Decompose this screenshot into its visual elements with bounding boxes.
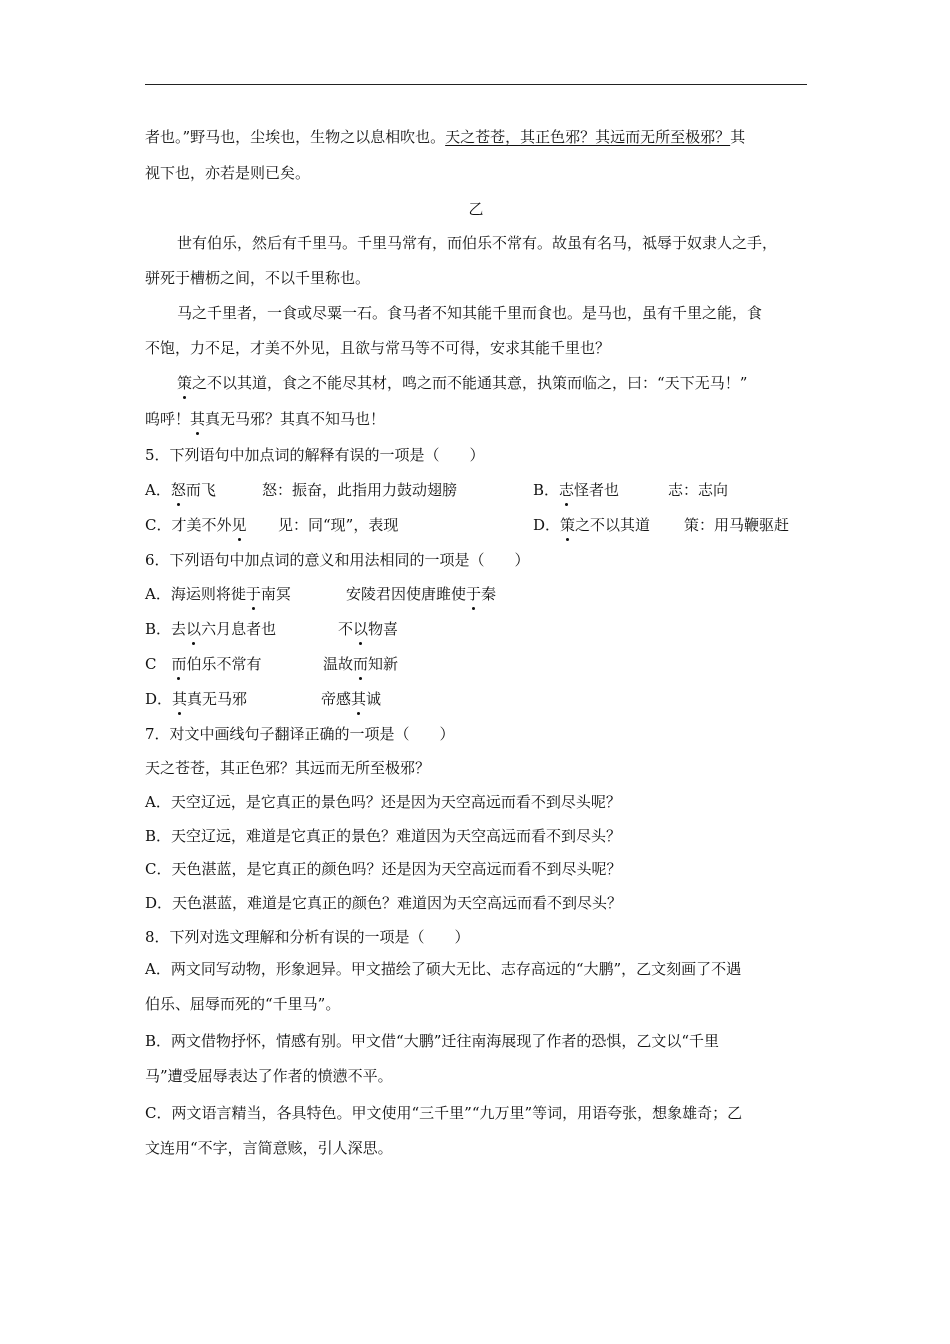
q6-option-d[interactable] xyxy=(145,688,247,710)
q6-option-a[interactable] xyxy=(145,583,291,605)
passage-yi-p3-line-1 xyxy=(177,372,807,394)
dotted-char: 以 xyxy=(353,620,369,638)
q8-option-b-line-2: 马”遭受屈辱表达了作者的愤懑不平。 xyxy=(145,1067,393,1085)
dotted-char: 以 xyxy=(186,620,202,638)
q8-option-c-line-2: 文连用“不字，言简意赅，引人深思。 xyxy=(145,1139,393,1157)
q6-option-b-second xyxy=(338,618,398,640)
text-span: 之不以其道 xyxy=(575,516,651,534)
dotted-char: 而 xyxy=(353,655,369,673)
dotted-char: 其 xyxy=(172,690,188,708)
dotted-char: 而 xyxy=(171,655,187,673)
q5-option-a[interactable] xyxy=(145,479,216,501)
q5-option-b-explanation: 志：志向 xyxy=(668,481,729,499)
text-span: 诚 xyxy=(366,690,382,708)
option-label: A． xyxy=(145,481,171,499)
dotted-char: 其 xyxy=(190,410,206,428)
text-span: 物喜 xyxy=(368,620,399,638)
option-label: C xyxy=(145,655,157,673)
q7-stem: 7．对文中画线句子翻译正确的一项是（ ） xyxy=(145,725,455,743)
q5-option-b[interactable] xyxy=(533,479,619,501)
text-span: 南冥 xyxy=(260,585,291,603)
q6-option-b[interactable] xyxy=(145,618,276,640)
q8-stem: 8．下列对选文理解和分析有误的一项是（ ） xyxy=(145,928,470,946)
q5-stem: 5．下列语句中加点词的解释有误的一项是（ ） xyxy=(145,446,485,464)
text-span: 帝感 xyxy=(321,690,352,708)
text-span: 温故 xyxy=(323,655,354,673)
q8-option-a-line-1[interactable]: A．两文同写动物，形象迥异。甲文描绘了硕大无比、志存高远的“大鹏”，乙文刻画了不遇 xyxy=(145,960,742,978)
passage-yi-p3-line-2 xyxy=(145,408,807,430)
text-span: 去 xyxy=(171,620,187,638)
text-span: 怪者也 xyxy=(574,481,620,499)
q6-stem: 6．下列语句中加点词的意义和用法相同的一项是（ ） xyxy=(145,551,530,569)
q8-option-b-line-1[interactable]: B．两文借物抒怀，情感有别。甲文借“大鹏”迁往南海展现了作者的恐惧，乙文以“千里 xyxy=(145,1032,720,1050)
passage-yi-p2-line-1: 马之千里者，一食或尽粟一石。食马者不知其能千里而食也。是马也，虽有千里之能，食 xyxy=(177,304,763,322)
dotted-char: 策 xyxy=(177,374,193,392)
text-span: 其 xyxy=(730,128,746,146)
text-span: 不 xyxy=(338,620,354,638)
section-heading-yi: 乙 xyxy=(468,200,484,218)
q5-option-d-explanation: 策：用马鞭驱赶 xyxy=(684,516,790,534)
text-span: 真无马邪 xyxy=(187,690,248,708)
text-span: 知新 xyxy=(368,655,399,673)
q5-option-c-explanation: 见：同“现”，表现 xyxy=(278,516,399,534)
passage-yi-p1-line-2: 骈死于槽枥之间，不以千里称也。 xyxy=(145,269,371,287)
underlined-sentence: 天之苍苍，其正色邪？其远而无所至极邪？ xyxy=(445,128,731,146)
text-span: 者也。”野马也，尘埃也，生物之以息相吹也。 xyxy=(145,128,446,146)
option-label: B． xyxy=(533,481,560,499)
q8-option-c-line-1[interactable]: C．两文语言精当，各具特色。甲文使用“三千里”“九万里”等词，用语夸张，想象雄奇；乙 xyxy=(145,1104,743,1122)
dotted-char: 志 xyxy=(559,481,575,499)
dotted-char: 于 xyxy=(245,585,261,603)
q7-option-d[interactable]: D．天色湛蓝，难道是它真正的颜色？难道因为天空高远而看不到尽头？ xyxy=(145,894,623,912)
text-span: 呜呼！ xyxy=(145,410,191,428)
option-label: C． xyxy=(145,516,172,534)
text-span: 才美不外 xyxy=(171,516,232,534)
q5-option-a-explanation: 怒：振奋，此指用力鼓动翅膀 xyxy=(262,481,458,499)
passage-jia-line-1 xyxy=(145,126,807,148)
text-span: 伯乐不常有 xyxy=(186,655,262,673)
text-span: 秦 xyxy=(481,585,497,603)
text-span: 而飞 xyxy=(185,481,216,499)
option-label: D． xyxy=(145,690,173,708)
dotted-char: 策 xyxy=(560,516,576,534)
passage-yi-p1-line-1: 世有伯乐，然后有千里马。千里马常有，而伯乐不常有。故虽有名马，祗辱于奴隶人之手， xyxy=(177,234,778,252)
q6-option-d-second xyxy=(321,688,381,710)
dotted-char: 于 xyxy=(466,585,482,603)
text-span: 真无马邪？其真不知马也！ xyxy=(205,410,386,428)
option-label: D． xyxy=(533,516,561,534)
q8-option-a-line-2: 伯乐、屈辱而死的“千里马”。 xyxy=(145,995,341,1013)
q7-option-c[interactable]: C．天色湛蓝，是它真正的颜色吗？还是因为天空高远而看不到尽头呢？ xyxy=(145,860,622,878)
dotted-char: 见 xyxy=(231,516,247,534)
dotted-char: 其 xyxy=(351,690,367,708)
passage-jia-line-2: 视下也，亦若是则已矣。 xyxy=(145,164,311,182)
q5-option-d[interactable] xyxy=(533,514,650,536)
dotted-char: 怒 xyxy=(170,481,186,499)
text-span: 海运则将徙 xyxy=(170,585,246,603)
q6-option-c-second xyxy=(323,653,398,675)
text-span: 六月息者也 xyxy=(201,620,277,638)
header-rule xyxy=(145,84,807,85)
text-span: 之不以其道，食之不能尽其材，鸣之而不能通其意，执策而临之，曰：“天下无马！” xyxy=(192,374,748,392)
option-label: A． xyxy=(145,585,171,603)
text-span: 安陵君因使唐雎使 xyxy=(346,585,467,603)
q7-sentence: 天之苍苍，其正色邪？其远而无所至极邪？ xyxy=(145,759,431,777)
q7-option-b[interactable]: B．天空辽远，难道是它真正的景色？难道因为天空高远而看不到尽头？ xyxy=(145,827,622,845)
q6-option-a-second xyxy=(346,583,496,605)
q5-option-c[interactable] xyxy=(145,514,247,536)
passage-yi-p2-line-2: 不饱，力不足，才美不外见，且欲与常马等不可得，安求其能千里也？ xyxy=(145,339,611,357)
q6-option-c[interactable] xyxy=(145,653,262,675)
option-label: B． xyxy=(145,620,172,638)
q7-option-a[interactable]: A．天空辽远，是它真正的景色吗？还是因为天空高远而看不到尽头呢？ xyxy=(145,793,621,811)
